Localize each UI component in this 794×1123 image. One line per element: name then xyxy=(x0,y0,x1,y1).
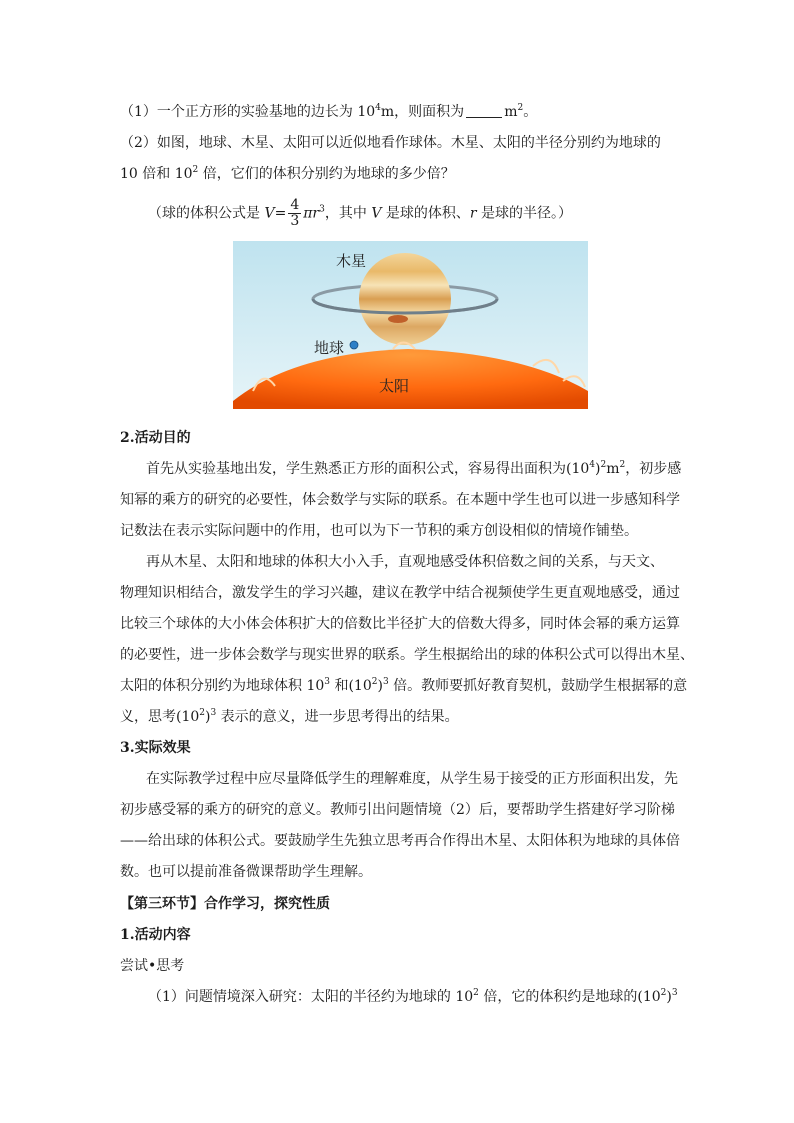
paragraph-line: 知幂的乘方的研究的必要性，体会数学与实际的联系。在本题中学生也可以进一步感知科学 xyxy=(120,492,680,508)
question-2-line-2: 10 倍和 $10^2$ 倍，它们的体积分别约为地球的多少倍？ xyxy=(120,165,455,182)
paragraph-line: 的必要性，进一步体会数学与现实世界的联系。学生根据给出的球的体积公式可以得出木星、 xyxy=(120,647,694,663)
paragraph-line: （1）问题情境深入研究：太阳的半径约为地球的 $10^2$ 倍，它的体积约是地球的$(10^2)^3$ xyxy=(148,988,678,1005)
section-title-third-stage: 【第三环节】合作学习，探究性质 xyxy=(120,896,330,912)
paragraph-line: 在实际教学过程中应尽量降低学生的理解难度，从学生易于接受的正方形面积出发，先 xyxy=(146,771,678,787)
earth-planet xyxy=(350,341,358,349)
label-jupiter: 木星 xyxy=(336,252,367,270)
question-2-line-1: （2）如图，地球、木星、太阳可以近似地看作球体。木星、太阳的半径分别约为地球的 xyxy=(120,135,661,151)
question-1: （1）一个正方形的实验基地的边长为 $10^4m$，则面积为 $m^2$。 xyxy=(120,103,538,120)
jupiter-planet xyxy=(359,253,451,345)
paragraph-line: 比较三个球体的大小体会体积扩大的倍数比半径扩大的倍数大得多，同时体会幂的乘方运算 xyxy=(120,616,680,632)
paragraph-line: 数。也可以提前准备微课帮助学生理解。 xyxy=(120,864,372,880)
paragraph-line: 物理知识相结合，激发学生的学习兴趣，建议在教学中结合视频使学生更直观地感受，通过 xyxy=(120,585,680,601)
heading-activity-purpose: 2.活动目的 xyxy=(120,430,191,446)
label-sun: 太阳 xyxy=(379,377,410,395)
great-red-spot xyxy=(388,315,408,323)
subheading-try-think: 尝试•思考 xyxy=(120,958,185,974)
answer-blank xyxy=(466,103,502,118)
label-earth: 地球 xyxy=(314,339,345,357)
heading-activity-content: 1.活动内容 xyxy=(120,927,191,943)
paragraph-line: 初步感受幂的乘方的研究的意义。教师引出问题情境（2）后，要帮助学生搭建好学习阶梯 xyxy=(120,802,675,818)
planets-figure xyxy=(233,241,588,409)
paragraph-line: ——给出球的体积公式。要鼓励学生先独立思考再合作得出木星、太阳体积为地球的具体倍 xyxy=(120,833,680,849)
paragraph-line: 再从木星、太阳和地球的体积大小入手，直观地感受体积倍数之间的关系，与天文、 xyxy=(146,554,664,570)
paragraph-line: 记数法在表示实际问题中的作用，也可以为下一节积的乘方创设相似的情境作铺垫。 xyxy=(120,523,638,539)
paragraph-line: 义，思考$(10^2)^3$ 表示的意义，进一步思考得出的结果。 xyxy=(120,708,459,725)
paragraph-line: 太阳的体积分别约为地球体积 $10^3$ 和$(10^2)^3$ 倍。教师要抓好教育契机，鼓励学生根据幂的意 xyxy=(120,677,688,694)
heading-actual-effect: 3.实际效果 xyxy=(120,740,191,756)
planets-illustration xyxy=(233,241,588,409)
paragraph-line: 首先从实验基地出发，学生熟悉正方形的面积公式，容易得出面积为$(10^4)^2m^2$，初步感 xyxy=(146,460,682,477)
sphere-volume-formula: （球的体积公式是 V= $\frac{4}{3}$ $\pi r^3$，其中 V 是球的体积、r 是球的半径。） xyxy=(148,197,573,229)
fraction-four-thirds: $\frac{4}{3}$ xyxy=(290,197,300,229)
